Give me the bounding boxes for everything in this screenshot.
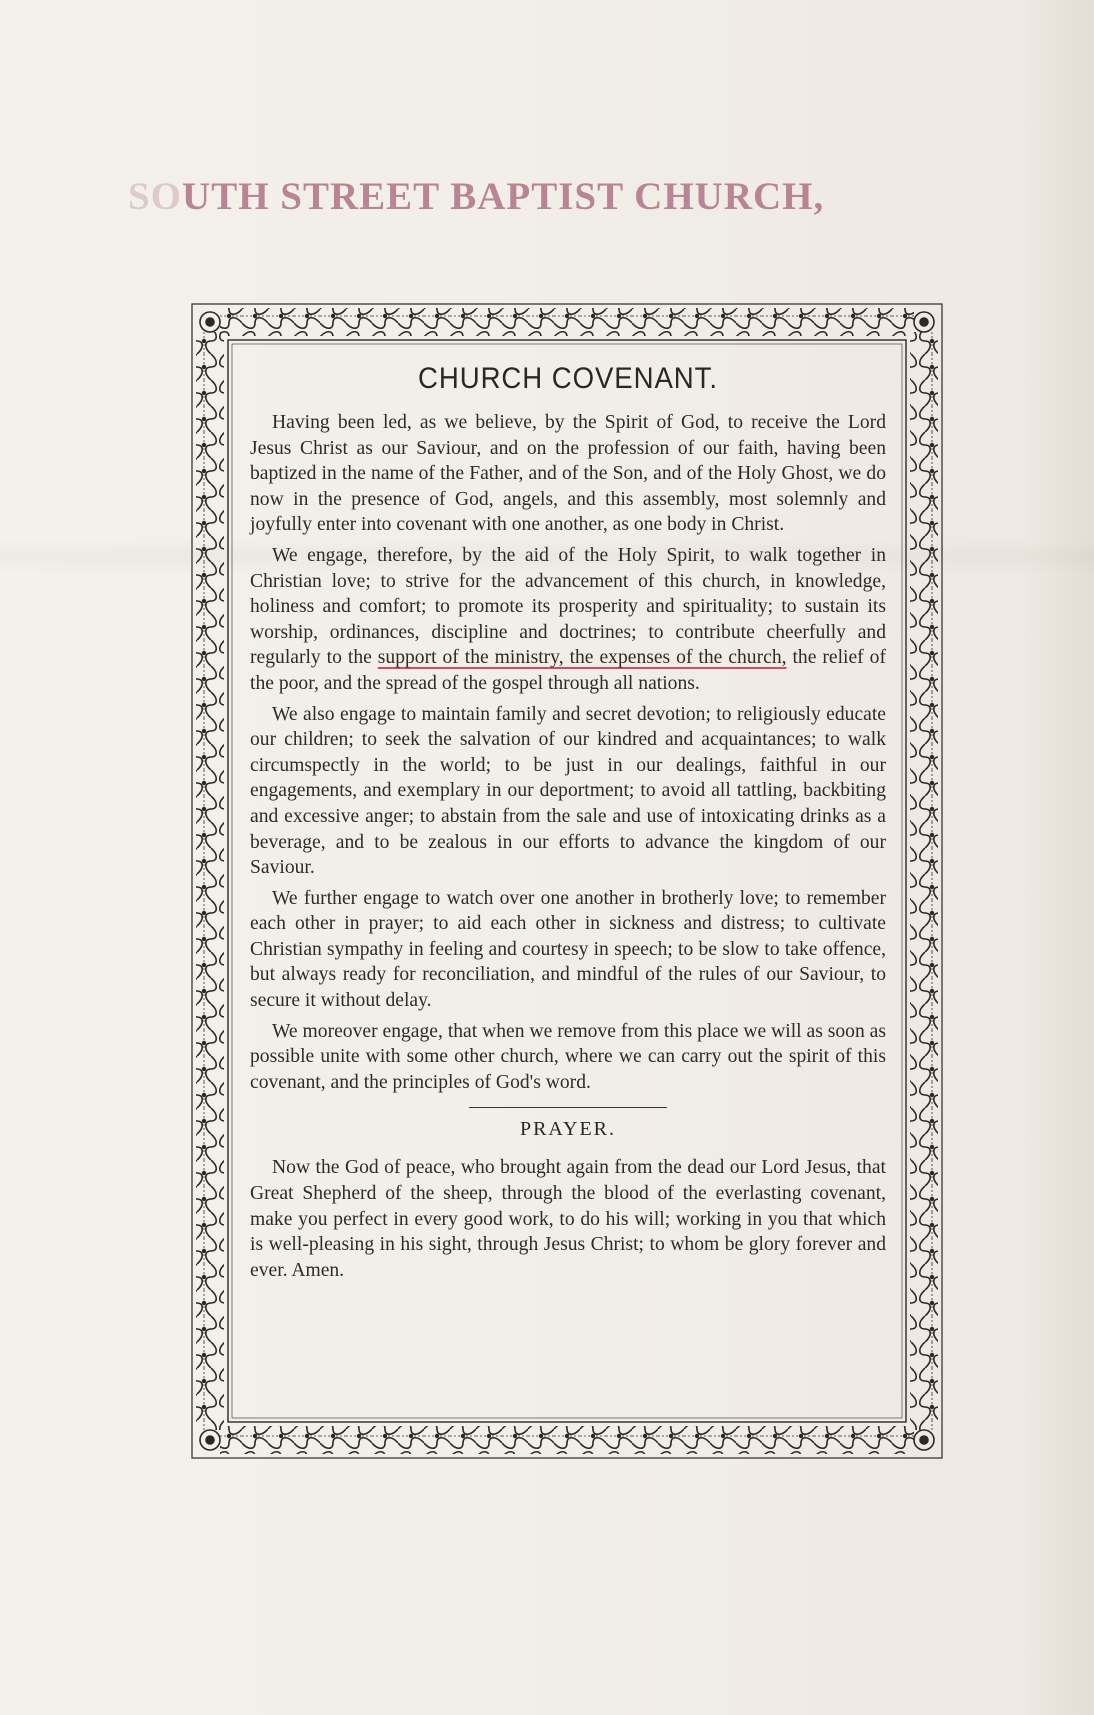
covenant-paragraph-1: Having been led, as we believe, by the Spirit of God, to receive the Lord Jesus Christ as our Saviour, and on the profession of our faith, having been baptized in the name of the Father, and of the Son, and of the Holy Ghost, we do now in the presence of God, angels, and this assembly, most solemnly and joyfully enter into covenant with one another, as one body in Christ. xyxy=(250,412,886,536)
covenant-paragraph-2 xyxy=(250,543,886,697)
page-shadow xyxy=(1024,0,1094,1715)
covenant-paragraph-5: We moreover engage, that when we remove from this place we will as soon as possible unite with some other church, where we can carry out the spirit of this covenant, and the principles of God's word. xyxy=(250,1020,886,1093)
covenant-text-block xyxy=(250,362,886,1402)
covenant-paragraph-2-end: the relief of the poor, and the spread of the gospel through all nations. xyxy=(250,647,886,694)
covenant-paragraph-3: We also engage to maintain family and secret devotion; to religiously educate our children; to seek the salvation of our kindred and acquaintances; to walk circumspectly in the world; to be just in our dealings, faithful in our engagements, and exemplary in our deportment; to avoid all tattling, backbiting and excessive anger; to abstain from the sale and use of intoxicating drinks as a beverage, and to be zealous in our efforts to advance the kingdom of our Saviour. xyxy=(250,703,886,879)
covenant-paragraph-2-start: We engage, therefore, by the aid of the Holy Spirit, to walk together in Christian love; to strive for the advancement of this church, in knowledge, holiness and comfort; to promote its prosperity and spirituality; to sustain its worship, ordinances, discipline and doctrines; to contribute cheerfully and regularly to the xyxy=(250,544,886,669)
underlined-phrase: support of the ministry, the expenses of the church, xyxy=(377,647,787,669)
covenant-paragraph-4: We further engage to watch over one another in brotherly love; to remember each other in prayer; to aid each other in sickness and distress; to cultivate Christian sympathy in feeling and courtesy in speech; to be slow to take offence, but always ready for reconciliation, and mindful of the rules of our Saviour, to secure it without delay. xyxy=(250,887,886,1012)
church-stamp xyxy=(128,174,908,219)
stamp-text: UTH STREET BAPTIST CHURCH, xyxy=(182,175,825,218)
covenant-title: CHURCH COVENANT. xyxy=(418,362,718,395)
prayer-paragraph: Now the God of peace, who brought again from the dead our Lord Jesus, that Great Shepherd of the sheep, through the blood of the everlasting covenant, make you perfect in every good work, to do his will; working in you that which is well-pleasing in his sight, through Jesus Christ; to whom be glory forever and ever. Amen. xyxy=(250,1157,886,1281)
ornamental-border-frame xyxy=(190,302,944,1460)
stamp-faint-letters: SO xyxy=(128,175,183,218)
prayer-title: PRAYER. xyxy=(519,1118,617,1141)
section-divider xyxy=(469,1107,667,1108)
